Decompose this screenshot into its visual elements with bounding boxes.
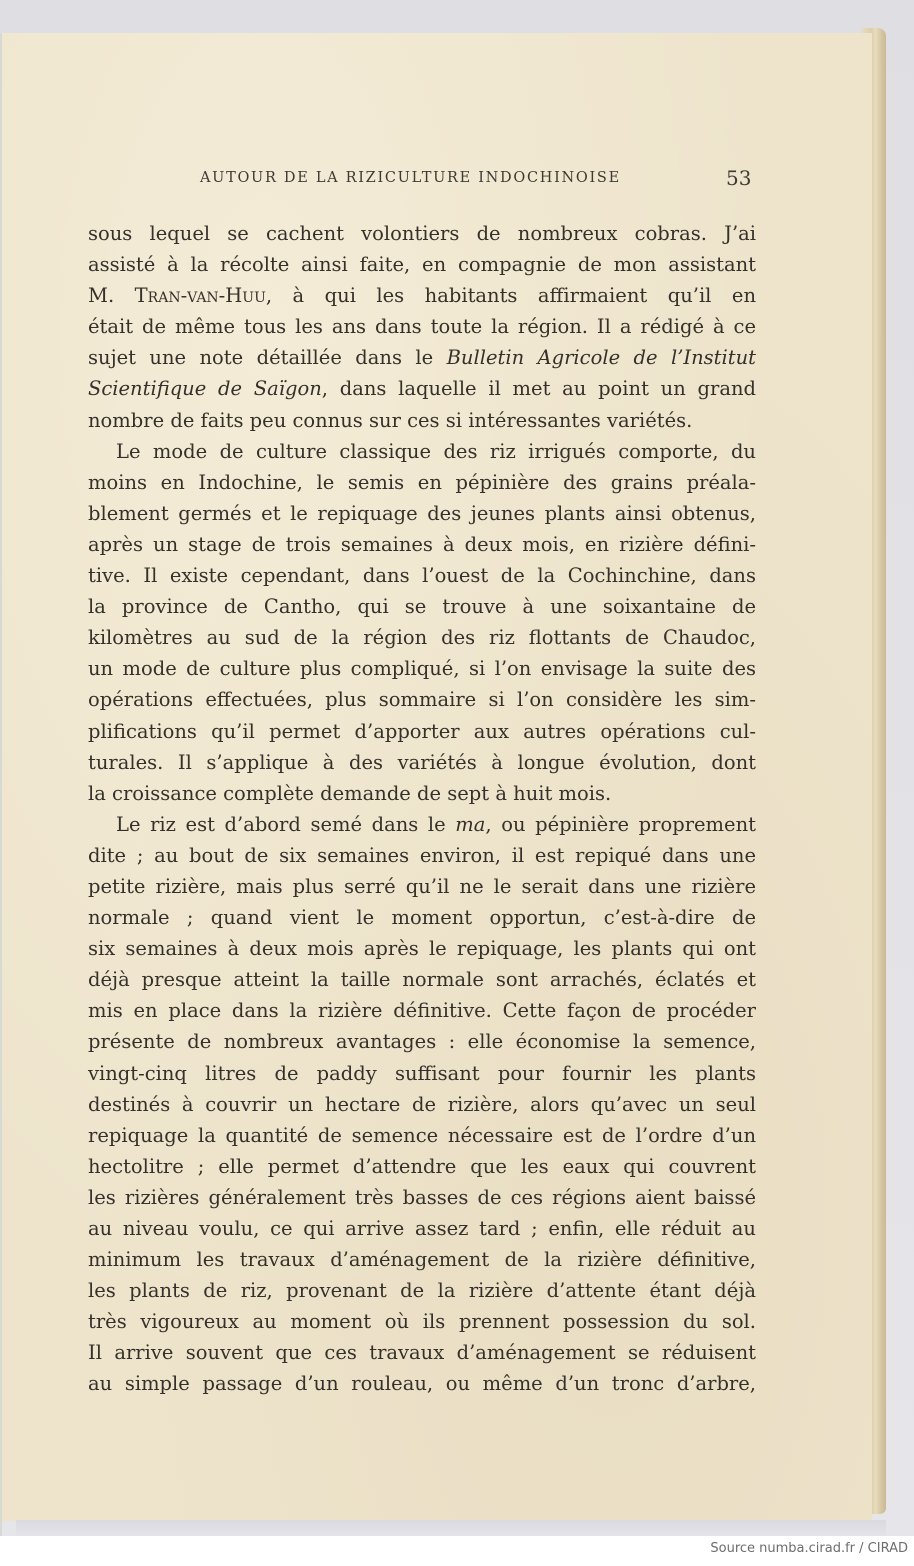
text-line: mis en place dans la rizière définitive. Cette façon de procéder (88, 999, 756, 1023)
italic-text: Scientifique de Saïgon (88, 377, 322, 401)
paragraph (88, 809, 756, 1400)
text-line: après un stage de trois semaines à deux mois, en rizière défini- (88, 532, 756, 556)
text-run: , ou pépinière proprement (485, 812, 756, 836)
italic-text: Bulletin Agricole de l’Institut (446, 346, 756, 370)
text-line: dite ; au bout de six semaines environ, il est repiqué dans une (88, 843, 756, 867)
text-line: au simple passage d’un rouleau, ou même d’un tronc d’arbre, (88, 1372, 756, 1396)
text-line: Il arrive souvent que ces travaux d’aménagement se réduisent (88, 1341, 756, 1365)
text-line: nombre de faits peu connus sur ces si intéressantes variétés. (88, 408, 693, 432)
paragraph (88, 218, 756, 436)
small-caps-name: Tran-van-Huu (134, 284, 266, 308)
text-line: sous lequel se cachent volontiers de nombreux cobras. J’ai (88, 222, 756, 245)
text-line: au niveau voulu, ce qui arrive assez tard ; enfin, elle réduit au (88, 1217, 756, 1240)
text-line: turales. Il s’applique à des variétés à longue évolution, dont (88, 750, 756, 774)
paragraph (88, 436, 756, 809)
text-line: repiquage la quantité de semence nécessaire est de l’ordre d’un (88, 1123, 756, 1147)
text-run: , à qui les habitants affirmaient qu’il en (265, 284, 756, 308)
text-line: vingt-cinq litres de paddy suffisant pour fournir les plants (88, 1061, 756, 1085)
text-line: plifications qu’il permet d’apporter aux autres opérations cul- (88, 719, 756, 743)
text-line: Le mode de culture classique des riz irrigués comporte, du (116, 439, 756, 463)
text-line: un mode de culture plus compliqué, si l’on envisage la suite des (88, 657, 756, 681)
page-number: 53 (726, 166, 752, 190)
text-line: était de même tous les ans dans toute la région. Il a rédigé à ce (88, 315, 756, 339)
text-line: kilomètres au sud de la région des riz flottants de Chaudoc, (88, 626, 756, 650)
source-credit: Source numba.cirad.fr / CIRAD (710, 1541, 908, 1556)
text-run: sujet une note détaillée dans le (88, 346, 447, 370)
text-run: , dans laquelle il met au point un grand (321, 377, 756, 401)
text-run: Le riz est d’abord semé dans le (116, 812, 456, 836)
text-line: déjà presque atteint la taille normale sont arrachés, éclatés et (88, 968, 756, 992)
text-line: la croissance complète demande de sept à huit mois. (88, 781, 612, 805)
body-text (88, 218, 756, 1400)
text-line: les rizières généralement très basses de ces régions aient baissé (88, 1185, 756, 1209)
text-line: moins en Indochine, le semis en pépinière des grains préala- (88, 470, 756, 494)
text-line: hectolitre ; elle permet d’attendre que les eaux qui couvrent (88, 1154, 756, 1178)
text-line (88, 280, 756, 311)
text-line: présente de nombreux avantages : elle économise la semence, (88, 1030, 756, 1054)
text-line: les plants de riz, provenant de la rizière d’attente étant déjà (88, 1279, 756, 1303)
text-line: très vigoureux au moment où ils prennent possession du sol. (88, 1310, 756, 1334)
running-head: AUTOUR DE LA RIZICULTURE INDOCHINOISE (200, 170, 621, 186)
text-line (88, 342, 756, 373)
text-line: six semaines à deux mois après le repiquage, les plants qui ont (88, 937, 756, 961)
text-line: blement germés et le repiquage des jeunes plants ainsi obtenus, (88, 501, 756, 525)
text-line (88, 809, 756, 840)
text-line: tive. Il existe cependant, dans l’ouest de la Cochinchine, dans (88, 564, 756, 588)
bottom-shadow (16, 1520, 886, 1536)
text-line: destinés à couvrir un hectare de rizière, alors qu’avec un seul (88, 1092, 756, 1116)
text-line: minimum les travaux d’aménagement de la rizière définitive, (88, 1248, 756, 1272)
text-line (88, 373, 756, 404)
text-run: M. (88, 284, 135, 308)
italic-text: ma (455, 812, 486, 836)
text-line: opérations effectuées, plus sommaire si l’on considère les sim- (88, 688, 756, 712)
text-line: la province de Cantho, qui se trouve à une soixantaine de (88, 595, 756, 619)
text-line: petite rizière, mais plus serré qu’il ne le serait dans une rizière (88, 874, 756, 898)
text-line: assisté à la récolte ainsi faite, en compagnie de mon assistant (88, 253, 756, 277)
text-line: normale ; quand vient le moment opportun, c’est-à-dire de (88, 906, 756, 930)
